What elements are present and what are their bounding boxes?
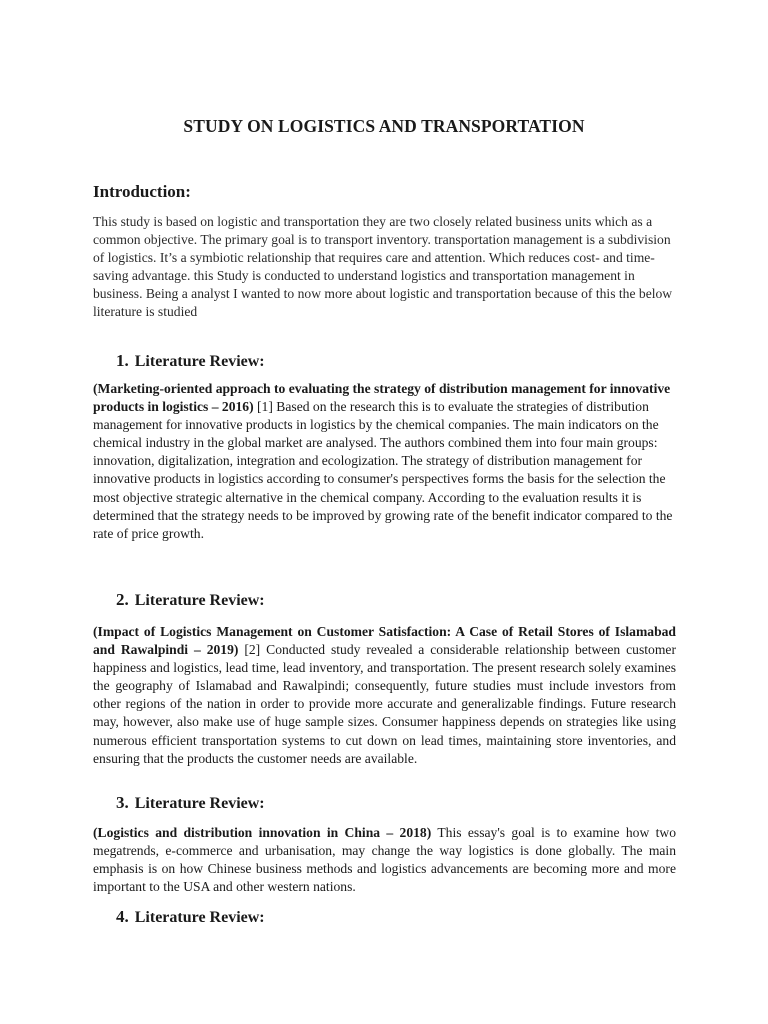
literature-review-2-heading xyxy=(116,590,265,610)
review-number: 3. xyxy=(116,793,129,812)
review-heading-label: Literature Review: xyxy=(134,795,265,812)
introduction-heading: Introduction: xyxy=(93,182,191,201)
review-reference: [2] xyxy=(244,642,261,658)
literature-review-3-heading xyxy=(116,793,265,813)
introduction-paragraph: This study is based on logistic and transportation they are two closely related business units which as a common objective. The primary goal is to transport inventory. transportation management is a subdivision of logistics. It’s a symbiotic relationship that requires care and attention. Which reduces cost- and time-saving advantage. this Study is conducted to understand logistics and transportation management in business. Being a analyst I wanted to now more about logistic and transportation because of this the below literature is studied xyxy=(93,214,673,320)
literature-review-2-paragraph xyxy=(93,623,676,768)
review-text: Conducted study revealed a considerable relationship between customer happiness and logistics, lead time, lead inventory, and transportation. The present research solely examines the geography of Islamabad and Rawalpindi; consequently, future studies must include investors from other regions of the nation in order to provide more accurate and generalizable findings. Future research may, however, also make use of huge sample sizes. Consumer happiness depends on strategies like using numerous efficient transportation systems to cut down on lead times, maintaining store inventories, and ensuring that the products the customer needs are available. xyxy=(93,642,676,766)
literature-review-1-paragraph xyxy=(93,380,676,543)
review-number: 1. xyxy=(116,351,129,370)
review-heading-label: Literature Review: xyxy=(134,353,265,370)
review-heading-label: Literature Review: xyxy=(134,909,265,926)
literature-review-4-heading xyxy=(116,907,265,927)
review-heading-label: Literature Review: xyxy=(134,592,265,609)
review-citation: (Impact of Logistics Management on Customer Satisfaction: A Case of Retail Stores of Islamabad and Rawalpindi – 2019) xyxy=(93,624,676,658)
literature-review-1-heading xyxy=(116,351,265,371)
review-number: 4. xyxy=(116,907,129,926)
literature-review-3-paragraph xyxy=(93,824,676,896)
document-title: STUDY ON LOGISTICS AND TRANSPORTATION xyxy=(183,116,585,136)
review-reference: [1] xyxy=(257,399,273,415)
review-citation: (Logistics and distribution innovation in China – 2018) xyxy=(93,825,432,840)
review-text: Based on the research this is to evaluate the strategies of distribution management for innovative products in logistics by the chemical companies. The main indicators on the chemical industry in the global market are analysed. The authors combined them into four main groups: innovation, digitalization, integration and ecologization. The strategy of distribution management for innovative products in logistics according to consumer's perspectives forms the basis for the selection the most objective strategic alternative in the chemical company. According to the evaluation results it is determined that the strategy needs to be improved by growing rate of the benefit indicator compared to the rate of price growth. xyxy=(93,399,673,541)
review-text: This essay's goal is to examine how two megatrends, e-commerce and urbanisation, may change the way logistics is done globally. The main emphasis is on how Chinese business methods and logistics advancements are becoming more and more important to the USA and other western nations. xyxy=(93,825,676,895)
review-number: 2. xyxy=(116,590,129,609)
review-citation: (Marketing-oriented approach to evaluating the strategy of distribution management for innovative products in logistics – 2016) xyxy=(93,381,671,415)
